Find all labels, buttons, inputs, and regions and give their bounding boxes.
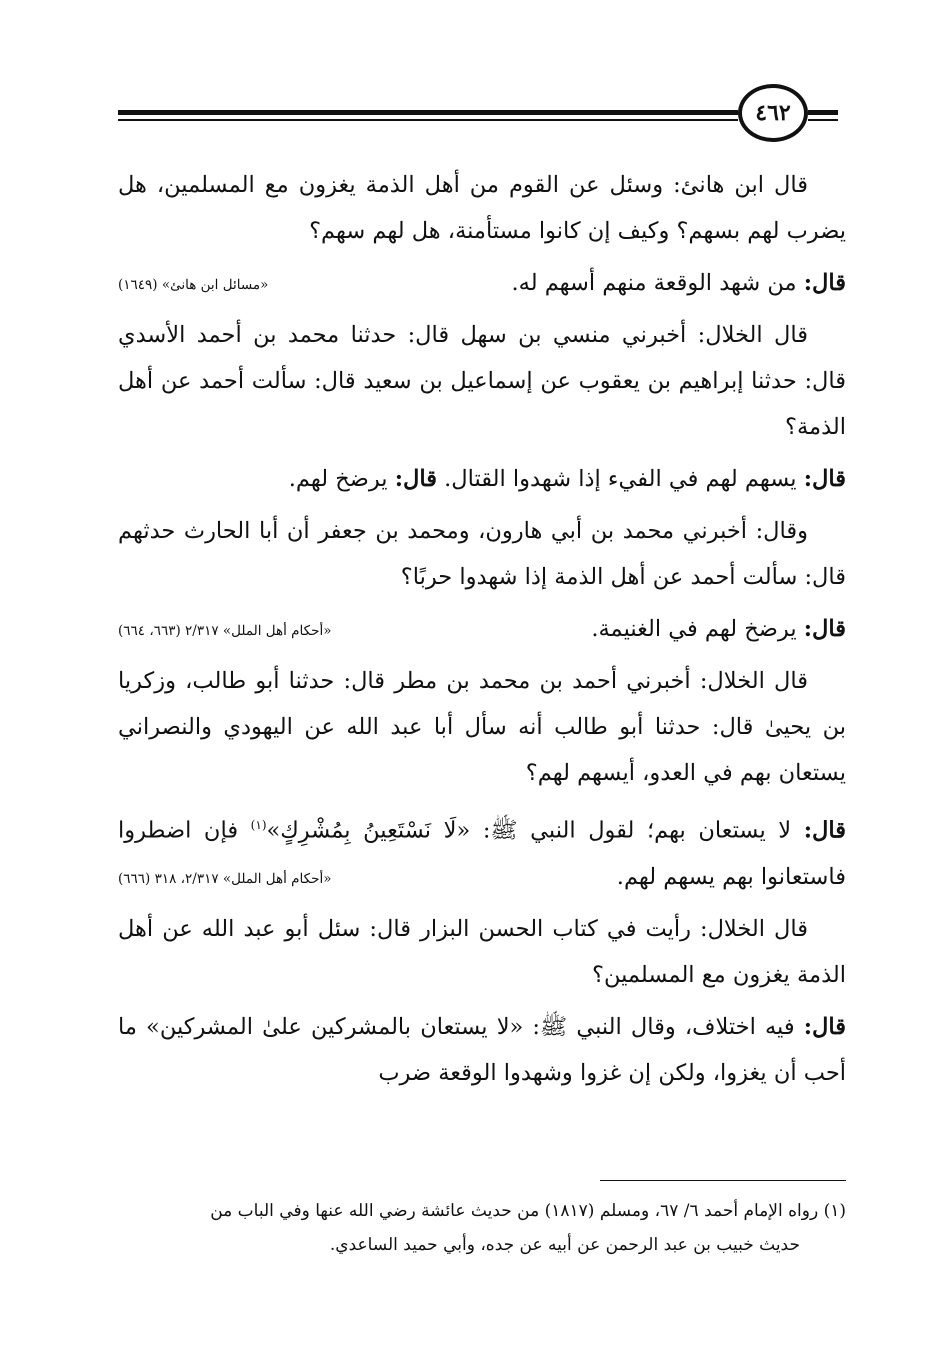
paragraph-text: قال ابن هانئ: وسئل عن القوم من أهل الذمة يغزون مع المسلمين، هل يضرب لهم بسهم؟ وكيف إن كانوا مستأمنة، هل لهم سهم؟ — [118, 172, 846, 244]
header-rule-right-thin — [808, 119, 838, 121]
footnote — [118, 1194, 846, 1262]
paragraph-text: وقال: أخبرني محمد بن أبي هارون، ومحمد بن جعفر أن أبا الحارث حدثهم قال: سألت أحمد عن أهل الذمة إذا شهدوا حربًا؟ — [118, 518, 846, 590]
answer-label: قال: — [803, 1013, 846, 1040]
answer-paragraph — [118, 260, 846, 306]
header-rule-right-thick — [808, 110, 838, 115]
paragraph-text: يرضخ لهم في الغنيمة. — [591, 616, 804, 642]
paragraph — [118, 162, 846, 254]
header-rule-thin — [118, 119, 738, 121]
paragraph-text: يرضخ لهم. — [288, 466, 395, 492]
answer-paragraph — [118, 456, 846, 502]
paragraph-text: فيه اختلاف، وقال النبي ﷺ: «لا يستعان بالمشركين علىٰ المشركين» ما أحب أن يغزوا، ولكن إن غزوا وشهدوا الوقعة ضرب — [118, 1013, 846, 1086]
answer-label: قال: — [803, 817, 846, 844]
answer-paragraph — [118, 802, 846, 900]
footnote-text: رواه الإمام أحمد ٦/ ٦٧، ومسلم (١٨١٧) من حديث عائشة رضي الله عنها وفي الباب من — [210, 1201, 819, 1221]
citation: «مسائل ابن هانئ» (١٦٤٩) — [118, 277, 269, 293]
paragraph — [118, 508, 846, 600]
footnote-text: حديث خبيب بن عبد الرحمن عن أبيه عن جده، وأبي حميد الساعدي. — [329, 1235, 800, 1255]
paragraph-text: قال الخلال: رأيت في كتاب الحسن البزار قال: سئل أبو عبد الله عن أهل الذمة يغزون مع المسلمين؟ — [118, 915, 846, 988]
paragraph-text: يسهم لهم في الفيء إذا شهدوا القتال. — [436, 466, 804, 492]
paragraph-text: من شهد الوقعة منهم أسهم له. — [511, 270, 804, 296]
page-header — [118, 84, 838, 144]
page-number-badge — [738, 84, 808, 142]
citation: «أحكام أهل الملل» ٢/٣١٧ (٦٦٣، ٦٦٤) — [118, 623, 332, 639]
citation: «أحكام أهل الملل» ٢/٣١٧، ٣١٨ (٦٦٦) — [118, 870, 332, 887]
footnote-number: (١) — [823, 1201, 846, 1221]
answer-label: قال: — [803, 616, 846, 642]
footnote-line — [118, 1228, 846, 1262]
footnote-separator — [600, 1180, 846, 1181]
main-text — [118, 162, 846, 1102]
paragraph — [118, 312, 846, 450]
answer-label: قال: — [803, 270, 846, 296]
paragraph-text: قال الخلال: أخبرني أحمد بن محمد بن مطر قال: حدثنا أبو طالب، وزكريا بن يحيىٰ قال: حدثنا أبو طالب أنه سأل أبا عبد الله عن اليهودي والنصراني يستعان بهم في العدو، أيسهم لهم؟ — [118, 668, 846, 786]
header-rule-thick — [118, 110, 738, 115]
paragraph-text: فإن اضطروا فاستعانوا بهم يسهم لهم. — [118, 817, 846, 890]
paragraph — [118, 658, 846, 796]
paragraph-text: لا يستعان بهم؛ لقول النبي ﷺ: «لَا نَسْتَعِينُ بِمُشْرِكٍ» — [266, 817, 804, 844]
answer-label: قال: — [394, 466, 437, 492]
answer-label: قال: — [803, 466, 846, 492]
page-number: ٤٦٢ — [755, 100, 791, 126]
footnote-ref[interactable]: (١) — [250, 818, 267, 832]
answer-paragraph — [118, 1004, 846, 1096]
footnote-line — [118, 1194, 846, 1228]
paragraph-text: قال الخلال: أخبرني منسي بن سهل قال: حدثنا محمد بن أحمد الأسدي قال: حدثنا إبراهيم بن يعقوب عن إسماعيل بن سعيد قال: سألت أحمد عن أهل الذمة؟ — [118, 322, 846, 440]
answer-paragraph — [118, 606, 846, 652]
paragraph — [118, 906, 846, 998]
